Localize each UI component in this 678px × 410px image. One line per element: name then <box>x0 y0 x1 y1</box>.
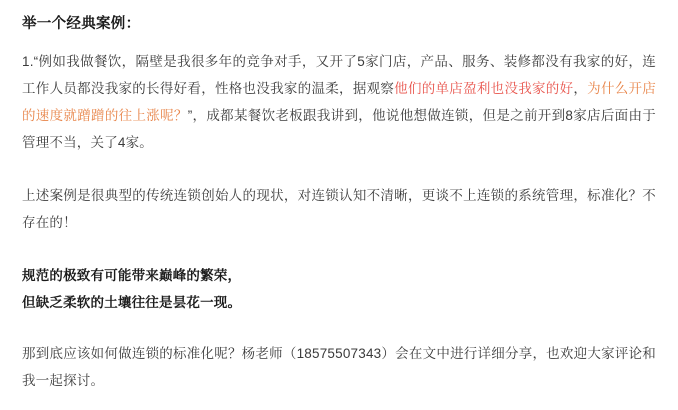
page-title: 举一个经典案例： <box>22 16 141 32</box>
emphasis-block <box>22 262 656 316</box>
emphasis-line-1: 规范的极致有可能带来巅峰的繁荣， <box>22 267 242 283</box>
case-paragraph <box>22 48 656 156</box>
case-text-prefix: 1.“例如我做餐饮，隔壁是我很多年的竞争对手，又开了5家门店，产品、服务、装修都没有我家的好，连工作人员都没我家的长得好看，性格也没我家的温柔，据观察 <box>22 53 656 96</box>
case-text-mid: ， <box>573 80 588 96</box>
closing-paragraph: 那到底应该如何做连锁的标准化呢？杨老师（18575507343）会在文中进行详细分享，也欢迎大家评论和我一起探讨。 <box>22 345 656 388</box>
case-text-suffix: ”，成都某餐饮老板跟我讲到，他说他想做连锁，但是之前开到8家店后面由于管理不当，关了4家。 <box>22 107 656 150</box>
case-highlight-orange: 为什么开店的速度就蹭蹭的往上涨呢？ <box>22 80 657 123</box>
case-highlight-red: 他们的单店盈利也没我家的好 <box>394 80 574 96</box>
analysis-paragraph: 上述案例是很典型的传统连锁创始人的现状，对连锁认知不清晰，更谈不上连锁的系统管理，标准化？不存在的！ <box>22 187 656 230</box>
emphasis-line-2: 但缺乏柔软的土壤往往是昙花一现。 <box>22 294 242 310</box>
